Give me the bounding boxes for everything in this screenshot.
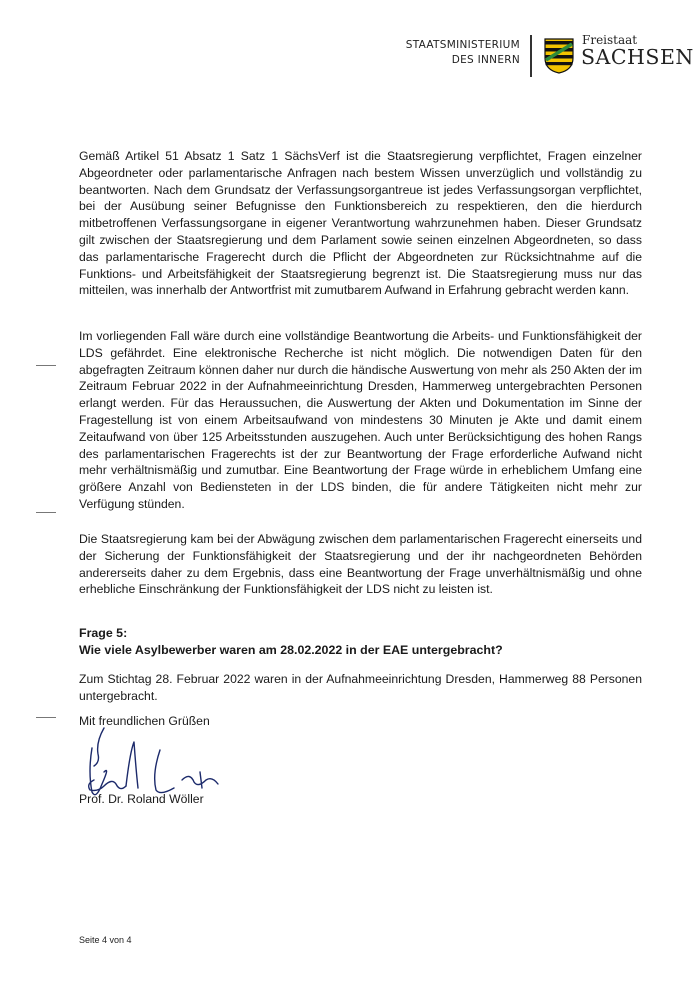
ministry-name [406, 38, 520, 68]
brand-freistaat: Freistaat [582, 33, 638, 47]
fold-mark [36, 717, 56, 718]
signer-name: Prof. Dr. Roland Wöller [79, 792, 204, 806]
fold-mark [36, 365, 56, 366]
ministry-line-2: DES INNERN [451, 54, 520, 66]
page-number: Seite 4 von 4 [79, 935, 132, 945]
header-divider [530, 35, 532, 77]
answer-text: Zum Stichtag 28. Februar 2022 waren in der Aufnahmeeinrichtung Dresden, Hammerweg 88 Personen untergebracht. [79, 672, 642, 703]
question-label: Frage 5: [79, 626, 128, 640]
ministry-line-1: STAATSMINISTERIUM [405, 39, 520, 51]
paragraph-conclusion: Die Staatsregierung kam bei der Abwägung zwischen dem parlamentarischen Fragerecht einerseits und der Sicherung der Funktionsfähigkeit der Staatsregierung und der ihr nachgeordneten Behörden andererseits daher zu dem Ergebnis, dass eine Beantwortung der Frage unverhältnismäßig und ohne erhebliche Einschränkung der Funktionsfähigkeit der LDS nicht zu leisten ist. [79, 532, 642, 597]
question-text: Wie viele Asylbewerber waren am 28.02.2022 in der EAE untergebracht? [79, 643, 503, 657]
paragraph-legal-basis: Gemäß Artikel 51 Absatz 1 Satz 1 SächsVerf ist die Staatsregierung verpflichtet, Fragen einzelner Abgeordneter oder parlamentarische Anfragen nach bestem Wissen unverzüglich und vollständig zu beantworten. Nach dem Grundsatz der Verfassungsorgantreue ist jedes Verfassungsorgan verpflichtet, bei der Ausübung seiner Befugnisse den Funktionsbereich zu respektieren, den die hierdurch mitbetroffenen Verfassungsorgane in eigener Verantwortung wahrzunehmen haben. Dieser Grundsatz gilt zwischen der Staatsregierung und dem Parlament sowie seinen einzelnen Abgeordneten, so dass das parlamentarische Fragerecht durch die Pflicht der Abgeordneten zur Rücksichtnahme auf die Funktions- und Arbeitsfähigkeit der Staatsregierung begrenzt ist. Die Staatsregierung muss nur das mitteilen, was innerhalb der Antwortfrist mit zumutbarem Aufwand in Erfahrung gebracht werden kann. [79, 149, 642, 298]
closing-greeting: Mit freundlichen Grüßen [79, 714, 210, 728]
paragraph-case-assessment: Im vorliegenden Fall wäre durch eine vollständige Beantwortung die Arbeits- und Funktionsfähigkeit der LDS gefährdet. Eine elektronische Recherche ist nicht möglich. Die notwendigen Daten für den abgefragten Zeitraum können daher nur durch die händische Auswertung von mehr als 250 Akten der im Zeitraum Februar 2022 in der Aufnahmeeinrichtung Dresden, Hammerweg untergebrachten Personen erlangt werden. Für das Heraussuchen, die Auswertung der Akten und Dokumentation im Sinne der Fragestellung ist von einem Arbeitsaufwand von mindestens 30 Minuten je Akte und damit einem Zeitaufwand von über 125 Arbeitsstunden auszugehen. Auch unter Berücksichtigung des hohen Rangs des parlamentarischen Fragerechts ist der zur Beantwortung der Frage erforderliche Aufwand nicht mehr verhältnismäßig und zumutbar. Eine Beantwortung der Frage würde in erheblichem Umfang eine größere Anzahl von Bediensteten in der LDS binden, die für andere Tätigkeiten nicht mehr zur Verfügung stünden. [79, 329, 642, 511]
brand-sachsen: SACHSEN [581, 45, 694, 69]
saxony-coat-of-arms-icon [544, 38, 574, 74]
fold-mark [36, 512, 56, 513]
